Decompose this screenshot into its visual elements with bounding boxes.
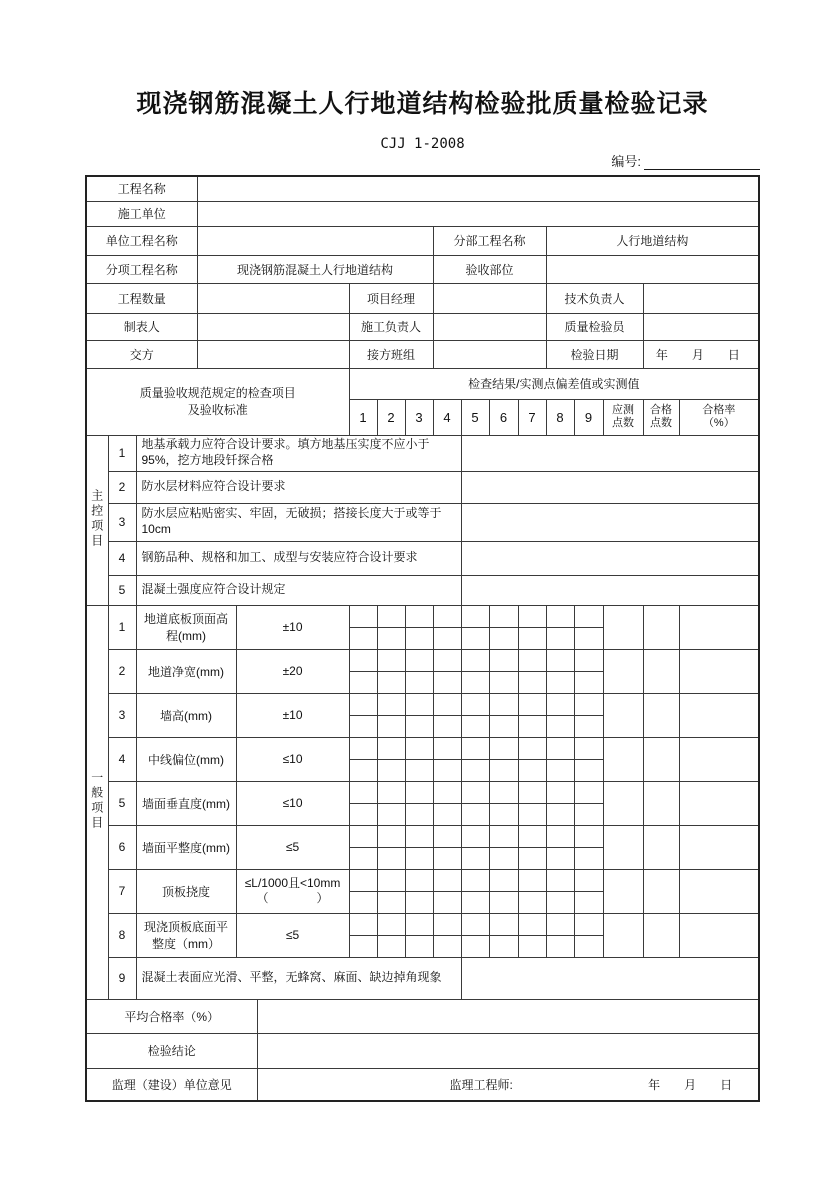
measure-cell[interactable] [377,693,405,715]
general-item-no: 9 [108,957,136,999]
measure-cell[interactable] [518,715,546,737]
pass-rate-cell[interactable] [679,605,759,649]
measure-cell[interactable] [489,891,518,913]
measure-cell[interactable] [574,737,603,759]
measure-cell[interactable] [433,891,461,913]
measure-cell[interactable] [405,715,433,737]
unit-project-label: 单位工程名称 [86,226,197,255]
measure-cell[interactable] [546,605,574,627]
criteria-header [86,368,349,435]
general-item-name: 墙面平整度(mm) [136,825,236,869]
point-col-7: 7 [518,399,546,435]
point-col-2: 2 [377,399,405,435]
measure-cell[interactable] [546,759,574,781]
receive-team-field[interactable] [433,340,546,368]
measure-cell[interactable] [377,605,405,627]
measure-cell[interactable] [489,935,518,957]
pass-rate-cell[interactable] [679,737,759,781]
general-item-no: 2 [108,649,136,693]
pass-rate-cell[interactable] [679,693,759,737]
measure-cell[interactable] [546,671,574,693]
acceptance-part-label: 验收部位 [433,255,546,283]
rate-line1: 合格率 [702,404,736,417]
measure-cell[interactable] [461,605,489,627]
measure-cell[interactable] [433,935,461,957]
measure-cell[interactable] [518,693,546,715]
main-item-no: 4 [108,541,136,575]
conclusion-field[interactable] [257,1033,759,1068]
standard-value-line2: （ ） [256,891,329,905]
point-col-9: 9 [574,399,603,435]
standard-value: ≤10 [282,795,303,810]
measure-cell[interactable] [405,847,433,869]
measure-cell[interactable] [433,869,461,891]
measure-cell[interactable] [518,605,546,627]
measure-cell[interactable] [574,671,603,693]
construction-unit-field[interactable] [197,201,759,226]
tech-lead-label: 技术负责人 [546,283,643,313]
measure-cell[interactable] [433,715,461,737]
measure-cell[interactable] [489,781,518,803]
sub-project-value: 现浇钢筋混凝土人行地道结构 [197,255,433,283]
measure-cell[interactable] [461,869,489,891]
measure-cell[interactable] [546,803,574,825]
measure-cell[interactable] [461,913,489,935]
measure-cell[interactable] [518,649,546,671]
main-item-text: 防水层材料应符合设计要求 [136,471,461,503]
measure-cell[interactable] [433,913,461,935]
standard-value: ±20 [282,663,303,678]
measure-cell[interactable] [461,935,489,957]
standard-value: ≤5 [285,927,300,942]
measure-cell[interactable] [489,869,518,891]
standard-value: ≤10 [282,751,303,766]
measure-cell[interactable] [574,913,603,935]
measured-line2: 点数 [612,417,635,429]
measure-cell[interactable] [489,605,518,627]
measure-cell[interactable] [349,671,377,693]
measure-cell[interactable] [461,825,489,847]
qualified-points-header [643,399,679,435]
measure-cell[interactable] [377,627,405,649]
measure-cell[interactable] [405,891,433,913]
measure-cell[interactable] [518,627,546,649]
measure-cell[interactable] [405,803,433,825]
measure-cell[interactable] [489,825,518,847]
serial-label: 编号: [611,154,641,169]
general-items-section [86,605,108,999]
qualified-points-cell[interactable] [643,693,679,737]
measure-cell[interactable] [405,825,433,847]
main-item-text: 防水层应粘贴密实、牢固，无破损；搭接长度大于或等于10cm [136,503,461,541]
measure-cell[interactable] [405,671,433,693]
measure-cell[interactable] [433,627,461,649]
measure-cell[interactable] [546,935,574,957]
construction-unit-label: 施工单位 [86,201,197,226]
measure-cell[interactable] [349,759,377,781]
measured-points-header [603,399,643,435]
main-items-section [86,435,108,605]
measure-cell[interactable] [489,913,518,935]
pass-rate-cell[interactable] [679,649,759,693]
measure-cell[interactable] [349,693,377,715]
measured-points-cell[interactable] [603,693,643,737]
general-item-standard [236,737,349,781]
measure-cell[interactable] [349,781,377,803]
main-item-no: 1 [108,435,136,471]
general-item-standard [236,825,349,869]
main-item-no: 3 [108,503,136,541]
measure-cell[interactable] [349,605,377,627]
qualified-points-cell[interactable] [643,649,679,693]
main-item-result-cell[interactable] [461,575,759,605]
general-item-text: 混凝土表面应光滑、平整，无蜂窝、麻面、缺边掉角现象 [136,957,461,999]
measure-cell[interactable] [518,847,546,869]
construction-lead-field[interactable] [433,313,546,340]
pass-rate-header [679,399,759,435]
measure-cell[interactable] [574,935,603,957]
measure-cell[interactable] [574,825,603,847]
serial-input-line[interactable] [644,154,760,170]
measure-cell[interactable] [546,913,574,935]
rate-line2: （%） [702,417,735,429]
measure-cell[interactable] [405,605,433,627]
measure-cell[interactable] [574,759,603,781]
division-project-value: 人行地道结构 [546,226,759,255]
measure-cell[interactable] [377,913,405,935]
project-manager-label: 项目经理 [349,283,433,313]
measure-cell[interactable] [461,627,489,649]
general-item-no: 5 [108,781,136,825]
general-item-no: 1 [108,605,136,649]
page-title: 现浇钢筋混凝土人行地道结构检验批质量检验记录 [136,90,709,118]
measure-cell[interactable] [349,737,377,759]
general-item-name: 中线偏位(mm) [136,737,236,781]
point-col-3: 3 [405,399,433,435]
quantity-field[interactable] [197,283,349,313]
measure-cell[interactable] [461,781,489,803]
qualified-points-cell[interactable] [643,825,679,869]
main-item-text: 混凝土强度应符合设计规定 [136,575,461,605]
measure-cell[interactable] [574,605,603,627]
main-item-text: 钢筋品种、规格和加工、成型与安装应符合设计要求 [136,541,461,575]
measure-cell[interactable] [518,671,546,693]
measure-cell[interactable] [349,847,377,869]
general-item-standard [236,781,349,825]
measure-cell[interactable] [518,869,546,891]
measure-cell[interactable] [461,671,489,693]
measure-cell[interactable] [489,759,518,781]
measure-cell[interactable] [489,737,518,759]
measure-cell[interactable] [574,781,603,803]
general-item-standard [236,605,349,649]
measure-cell[interactable] [574,693,603,715]
handover-label: 交方 [86,340,197,368]
measure-cell[interactable] [546,649,574,671]
measure-cell[interactable] [546,627,574,649]
quantity-label: 工程数量 [86,283,197,313]
measure-cell[interactable] [433,781,461,803]
main-item-text: 地基承载力应符合设计要求。填方地基压实度不应小于95%，挖方地段钎探合格 [136,435,461,471]
supervision-opinion-label: 监理（建设）单位意见 [86,1068,257,1101]
measure-cell[interactable] [377,671,405,693]
quality-inspector-field[interactable] [643,313,759,340]
criteria-line1: 质量验收规范规定的检查项目 [139,386,296,401]
measure-cell[interactable] [546,715,574,737]
general-item-name: 墙高(mm) [136,693,236,737]
project-name-label: 工程名称 [86,176,197,201]
standard-code: CJJ 1-2008 [380,136,465,152]
measure-cell[interactable] [377,825,405,847]
measure-cell[interactable] [518,803,546,825]
avg-pass-rate-field[interactable] [257,999,759,1033]
general-item-no: 4 [108,737,136,781]
measured-points-cell[interactable] [603,913,643,957]
measure-cell[interactable] [546,891,574,913]
measure-cell[interactable] [489,693,518,715]
general-items-section-label: 一般项目 [89,770,104,831]
conclusion-label: 检验结论 [86,1033,257,1068]
unit-project-field[interactable] [197,226,433,255]
measure-cell[interactable] [546,869,574,891]
measure-cell[interactable] [405,759,433,781]
serial-row [85,152,760,170]
measure-cell[interactable] [405,913,433,935]
construction-lead-label: 施工负责人 [349,313,433,340]
general-item-no: 7 [108,869,136,913]
measure-cell[interactable] [405,693,433,715]
measure-cell[interactable] [377,935,405,957]
measure-cell[interactable] [377,737,405,759]
pass-rate-cell[interactable] [679,869,759,913]
inspection-date-value[interactable]: 年 月 日 [643,340,759,368]
project-manager-field[interactable] [433,283,546,313]
measure-cell[interactable] [489,847,518,869]
measure-cell[interactable] [518,891,546,913]
measure-cell[interactable] [349,913,377,935]
measure-cell[interactable] [349,649,377,671]
measure-cell[interactable] [433,649,461,671]
inspection-date-label: 检验日期 [546,340,643,368]
measure-cell[interactable] [461,803,489,825]
measure-cell[interactable] [433,825,461,847]
general-item-result-cell[interactable] [461,957,759,999]
measure-cell[interactable] [349,803,377,825]
measure-cell[interactable] [574,847,603,869]
measure-cell[interactable] [377,759,405,781]
measure-cell[interactable] [377,869,405,891]
measure-cell[interactable] [461,737,489,759]
standard-value: ±10 [282,707,303,722]
general-item-name: 地道底板顶面高程(mm) [136,605,236,649]
tabulator-field[interactable] [197,313,349,340]
general-item-standard [236,869,349,913]
measure-cell[interactable] [546,693,574,715]
measure-cell[interactable] [574,715,603,737]
qualified-points-cell[interactable] [643,737,679,781]
measure-cell[interactable] [518,759,546,781]
general-item-no: 8 [108,913,136,957]
measured-points-cell[interactable] [603,605,643,649]
point-col-8: 8 [546,399,574,435]
general-item-name: 现浇顶板底面平整度（mm） [136,913,236,957]
measure-cell[interactable] [461,891,489,913]
main-item-no: 5 [108,575,136,605]
measure-cell[interactable] [377,847,405,869]
measure-cell[interactable] [574,869,603,891]
general-item-standard [236,693,349,737]
measure-cell[interactable] [518,913,546,935]
form-page [85,0,760,1102]
measure-cell[interactable] [518,935,546,957]
measured-line1: 应测 [612,404,635,417]
measure-cell[interactable] [349,869,377,891]
measure-cell[interactable] [377,649,405,671]
pass-rate-cell[interactable] [679,913,759,957]
measure-cell[interactable] [489,715,518,737]
tech-lead-field[interactable] [643,283,759,313]
main-item-result-cell[interactable] [461,471,759,503]
qualified-line1: 合格 [650,404,673,417]
supervision-opinion-field[interactable] [257,1068,759,1101]
measure-cell[interactable] [433,847,461,869]
measure-cell[interactable] [433,671,461,693]
measure-cell[interactable] [546,847,574,869]
measure-cell[interactable] [433,759,461,781]
standard-value: ≤L/1000且<10mm [244,876,341,890]
general-item-no: 6 [108,825,136,869]
measured-points-cell[interactable] [603,781,643,825]
measure-cell[interactable] [461,693,489,715]
measure-cell[interactable] [405,627,433,649]
point-col-1: 1 [349,399,377,435]
supervisor-engineer-label: 监理工程师: [449,1077,513,1092]
measure-cell[interactable] [349,891,377,913]
measure-cell[interactable] [349,627,377,649]
quality-inspector-label: 质量检验员 [546,313,643,340]
general-item-name: 墙面垂直度(mm) [136,781,236,825]
main-items-section-label: 主控项目 [89,488,104,549]
handover-field[interactable] [197,340,349,368]
measured-points-cell[interactable] [603,737,643,781]
division-project-label: 分部工程名称 [433,226,546,255]
measure-cell[interactable] [489,671,518,693]
measure-cell[interactable] [433,693,461,715]
measure-cell[interactable] [574,627,603,649]
measure-cell[interactable] [574,649,603,671]
measure-cell[interactable] [405,869,433,891]
pass-rate-cell[interactable] [679,825,759,869]
qualified-points-cell[interactable] [643,605,679,649]
measure-cell[interactable] [377,781,405,803]
project-name-field[interactable] [197,176,759,201]
acceptance-part-field[interactable] [546,255,759,283]
result-header: 检查结果/实测点偏差值或实测值 [349,368,759,399]
qualified-points-cell[interactable] [643,869,679,913]
general-item-standard [236,649,349,693]
measure-cell[interactable] [518,737,546,759]
measure-cell[interactable] [574,803,603,825]
measure-cell[interactable] [433,605,461,627]
measure-cell[interactable] [489,803,518,825]
supervision-date[interactable]: 年 月 日 [648,1077,739,1092]
avg-pass-rate-label: 平均合格率（%） [86,999,257,1033]
pass-rate-cell[interactable] [679,781,759,825]
measure-cell[interactable] [518,825,546,847]
measure-cell[interactable] [546,737,574,759]
inspection-form-table [85,175,760,1102]
measure-cell[interactable] [461,759,489,781]
qualified-points-cell[interactable] [643,913,679,957]
measure-cell[interactable] [489,649,518,671]
sub-project-label: 分项工程名称 [86,255,197,283]
measure-cell[interactable] [405,649,433,671]
standard-value: ±10 [282,619,303,634]
measure-cell[interactable] [433,737,461,759]
general-item-standard [236,913,349,957]
measure-cell[interactable] [461,649,489,671]
measure-cell[interactable] [405,781,433,803]
general-item-name: 顶板挠度 [136,869,236,913]
measure-cell[interactable] [461,715,489,737]
criteria-line2: 及验收标准 [187,402,248,417]
measure-cell[interactable] [377,715,405,737]
point-col-6: 6 [489,399,518,435]
main-item-result-cell[interactable] [461,503,759,541]
main-item-no: 2 [108,471,136,503]
measure-cell[interactable] [349,825,377,847]
measured-points-cell[interactable] [603,649,643,693]
measure-cell[interactable] [377,891,405,913]
measure-cell[interactable] [349,935,377,957]
qualified-line2: 点数 [650,417,673,429]
main-item-result-cell[interactable] [461,541,759,575]
point-col-5: 5 [461,399,489,435]
measure-cell[interactable] [433,803,461,825]
measure-cell[interactable] [377,803,405,825]
measure-cell[interactable] [546,781,574,803]
general-item-no: 3 [108,693,136,737]
qualified-points-cell[interactable] [643,781,679,825]
measure-cell[interactable] [349,715,377,737]
measure-cell[interactable] [518,781,546,803]
supervision-row [260,1076,757,1093]
standard-value: ≤5 [285,839,300,854]
receive-team-label: 接方班组 [349,340,433,368]
measured-points-cell[interactable] [603,869,643,913]
main-item-result-cell[interactable] [461,435,759,471]
general-item-name: 地道净宽(mm) [136,649,236,693]
measure-cell[interactable] [405,737,433,759]
point-col-4: 4 [433,399,461,435]
measure-cell[interactable] [405,935,433,957]
measure-cell[interactable] [574,891,603,913]
tabulator-label: 制表人 [86,313,197,340]
measure-cell[interactable] [461,847,489,869]
measure-cell[interactable] [546,825,574,847]
measure-cell[interactable] [489,627,518,649]
measured-points-cell[interactable] [603,825,643,869]
